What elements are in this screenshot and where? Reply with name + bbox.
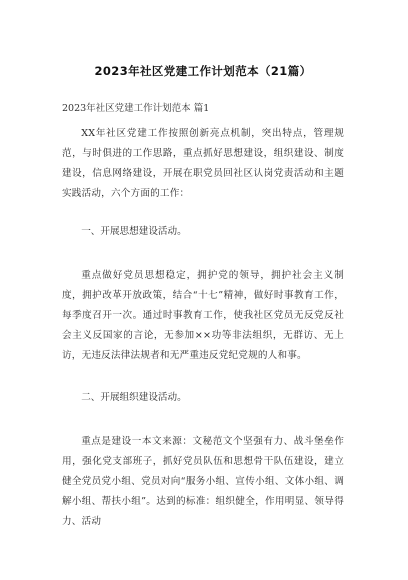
section-2-paragraph: 重点是建设一本文来源：文秘范文个坚强有力、战斗堡垒作用，强化党支部班子，抓好党员队伍和思想骨干队伍建设，建立健全党员党小组、党员对向“服务小组、宣传小组、文体小组、调解小组、帮扶小组”。达到的标准：组织健全，作用明显、领导得力、活动 <box>62 436 344 527</box>
section-heading-2: 二、开展组织建设活动。 <box>81 392 187 403</box>
intro-paragraph: XX年社区党建工作按照创新亮点机制，突出特点，管理规范，与时俱进的工作思路，重点抓好思想建设，组织建设、制度建设，信息网络建设，开展在职党员回社区认岗党责活动和主题实践活动，六个方面的工作： <box>62 128 344 199</box>
section-subtitle: 2023年社区党建工作计划范本 篇1 <box>62 103 210 114</box>
section-heading-1: 一、开展思想建设活动。 <box>81 226 187 237</box>
section-1-paragraph: 重点做好党员思想稳定，拥护党的领导，拥护社会主义制度，拥护改革开放政策，结合“十七”精神，做好时事教育工作，每季度召开一次。通过时事教育工作，使我社区党员无反党反社会主义反国家的言论，无参加××功等非法组织，无群访、无上访，无违反法律法规者和无严重违反党纪党规的人和事。 <box>62 270 344 361</box>
document-title: 2023年社区党建工作计划范本（21篇） <box>94 64 312 78</box>
